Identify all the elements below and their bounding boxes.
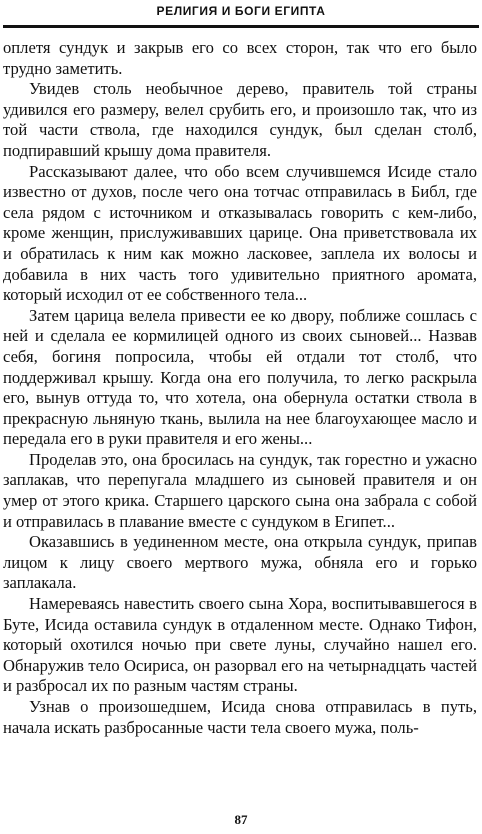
page-number: 87 — [234, 812, 248, 827]
paragraph: Затем царица велела привести ее ко двору, поближе сошлась с ней и сделала ее кормилицей одного из своих сыновей... Назвав себя, богиня попросила, чтобы ей отдали тот столб, что поддерживал крышу. Когда она его получила, то легко раскрыла его, вынув оттуда то, что хотела, она обернула остатки ствола в прекрасную льняную ткань, вылила на нее благоухающее масло и передала его в руки правителя и его жены... — [3, 305, 477, 449]
paragraph: Проделав это, она бросилась на сундук, так горестно и ужасно заплакав, что перепугала младшего из сыновей правителя и он умер от этого крика. Старшего царского сына она забрала с собой и отправилась в плавание вместе с сундуком в Египет... — [3, 449, 477, 531]
header-rule — [3, 25, 479, 28]
paragraph: Увидев столь необычное дерево, правитель той страны удивился его размеру, велел срубить его, и произошло так, что из той части ствола, где находился сундук, был сделан столб, подпиравший крышу дома правителя. — [3, 79, 477, 160]
paragraph: Оказавшись в уединенном месте, она открыла сундук, припав лицом к лицу своего мертвого мужа, обняла его и горько заплакала. — [3, 532, 477, 593]
paragraph-continued: оплетя сундук и закрыв его со всех сторон, так что его было трудно заметить. — [3, 38, 477, 78]
paragraph: Рассказывают далее, что обо всем случившемся Исиде стало известно от духов, после чего она тотчас отправилась в Библ, где села рядом с источником и отказывалась говорить с кем-либо, кроме женщин, прислуживавших царице. Она приветствовала их и обратилась к ним как можно ласковее, заплела их волосы и добавила в них часть того удивительно приятного аромата, который исходил от ее собственного тела... — [3, 161, 477, 305]
paragraph: Намереваясь навестить своего сына Хора, воспитывавшегося в Буте, Исида оставила сундук в отдаленном месте. Однако Тифон, который охотился ночью при свете луны, случайно нашел его. Обнаружив тело Осириса, он разорвал его на четырнадцать частей и разбросал их по разным частям страны. — [3, 594, 477, 696]
body-text — [3, 38, 477, 738]
running-header: РЕЛИГИЯ И БОГИ ЕГИПТА — [156, 4, 326, 18]
paragraph: Узнав о произошедшем, Исида снова отправилась в путь, начала искать разбросанные части тела своего мужа, поль- — [3, 697, 477, 737]
